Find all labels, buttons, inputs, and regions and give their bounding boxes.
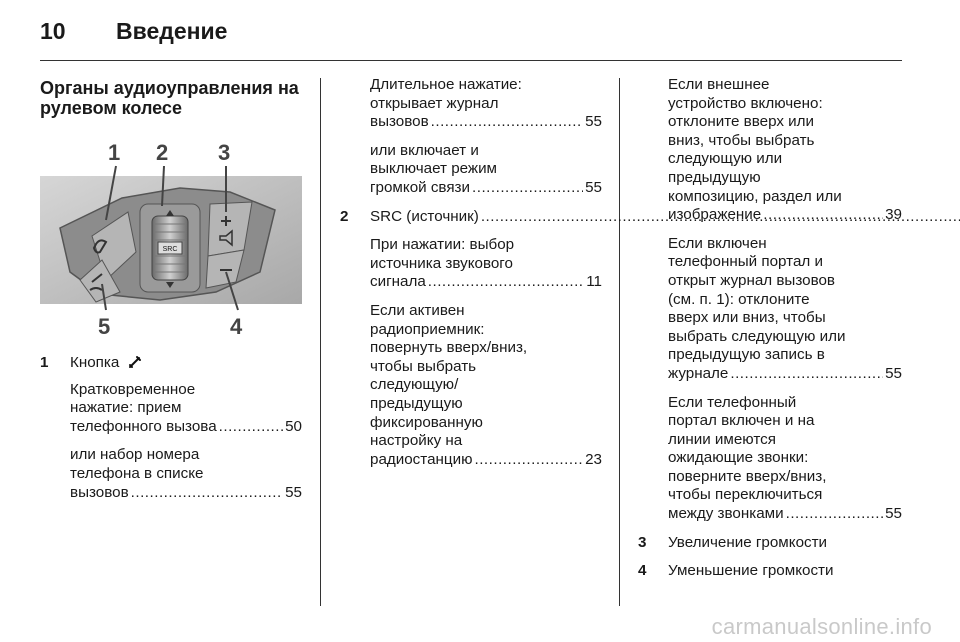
item-1: 1 Кнопка [40,354,302,373]
col3-paragraph-3: Если телефонный портал включен и на линии имеются ожидающие звонки: поверните вверх/вниз, чтобы переключиться между звонками ..... 55 [668,394,902,524]
item-1-label: Кнопка [70,354,120,371]
col3-paragraph-1: Если внешнее устройство включено: отклоните вверх или вниз, чтобы выбрать следующую или предыдущую композицию, раздел или изображение ..... 39 [668,76,902,225]
column-divider-1 [320,78,321,606]
page-ref: 55 [585,178,602,196]
page-ref: 50 [285,417,302,435]
page-ref: 55 [285,483,302,501]
page-ref: 23 [585,450,602,468]
item-4: 4 Уменьшение громкости [638,562,834,580]
header-rule [40,60,902,61]
page-ref: 11 [586,273,602,291]
col2-paragraph-3: При нажатии: выбор источника звукового сигнала ..... 11 [370,236,602,292]
page-ref: 39 [885,206,902,224]
callout-5: 5 [98,314,111,338]
col2-paragraph-4: Если активен радиоприемник: повернуть вверх/вниз, чтобы выбрать следующую/ предыдущую фиксированную настройку на радиостанцию ..... 23 [370,302,602,469]
page-number: 10 [40,18,66,44]
column-3 [638,76,902,591]
col2-paragraph-1: Длительное нажатие: открывает журнал вызовов ..... 55 [370,76,602,132]
page-ref: 55 [885,505,902,523]
callout-4: 4 [230,314,243,338]
watermark: carmanualsonline.info [711,614,932,639]
callout-3: 3 [218,140,231,165]
page-ref: 55 [585,113,602,131]
phone-handset-icon [128,355,142,369]
steering-wheel-controls-figure [40,132,302,338]
page-header [40,18,227,48]
callout-1: 1 [108,140,121,165]
chapter-title: Введение [116,18,228,44]
item-1-paragraph-1: Кратковременное нажатие: прием телефонного вызова ..... 50 [70,381,302,437]
section-title: Органы аудиоуправления на рулевом колесе [40,78,299,118]
src-button-label: SRC [162,246,178,253]
col2-paragraph-2: или включает и выключает режим громкой связи ..... 55 [370,142,602,198]
column-1 [40,76,302,512]
column-divider-2 [619,78,620,606]
col3-paragraph-2: Если включен телефонный портал и открыт журнал вызовов (см. п. 1): отклоните вверх или вниз, чтобы выбрать следующую или предыдущую запись в журнале ..... 55 [668,235,902,384]
column-2 [340,76,602,479]
item-2: 2 SRC (источник) ..... [340,208,602,227]
callout-2: 2 [156,140,169,165]
item-3: 3 Увеличение громкости [638,533,828,551]
item-1-paragraph-2: или набор номера телефона в списке вызовов ..... 55 [70,446,302,502]
page-ref: 55 [885,364,902,382]
